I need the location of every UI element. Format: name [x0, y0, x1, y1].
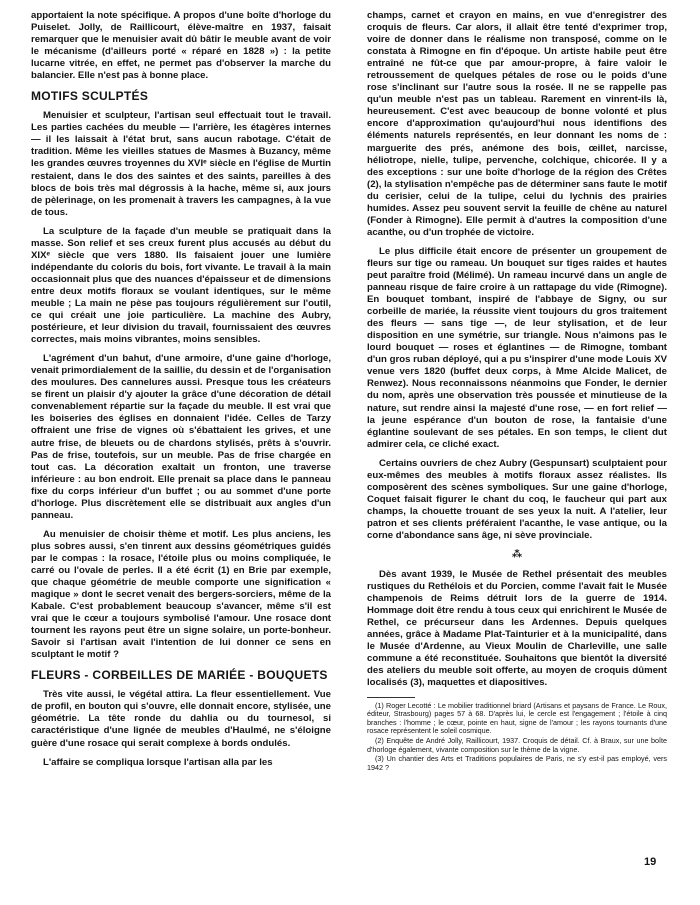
right-column [367, 10, 667, 773]
paragraph: La sculpture de la façade d'un meuble se pratiquait dans la masse. Son relief et ses creux furent plus accusés au début du XIXᵉ siècle que vers 1880. Ils faisaient jouer une lumière indépendante du coloris du bois, fort vivante. Le travail à la main occasionnait plus que des nuances d'épaisseur et de dimensions entre deux motifs floraux se voulant identiques, sur le même meuble ; La main ne pèse pas toujours régulièrement sur l'outil, ce qui créait une joie particulière. La machine des Aubry, postérieure, et leur division du travail, fournissaient des œuvres correctes, mais moins vibrantes, moins sensibles. [31, 225, 331, 346]
section-divider-ornament: ⁂ [511, 549, 523, 561]
footnote: (2) Enquête de André Jolly, Raillicourt, 1937. Croquis de détail. Cf. à Braux, sur une boîte d'horloge également, vivante composition sur le thème de la vigne. [367, 735, 667, 754]
paragraph: Dès avant 1939, le Musée de Rethel présentait des meubles rustiques du Rethélois et du Porcien, comme l'avait fait le Musée champenois de Reims détruit lors de la guerre de 1914. Hommage doit être rendu à tous ceux qui enrichirent le Musée de Rethel, ce précurseur dans les Ardennes. Depuis quelques années, grâce à Madame Plat-Tainturier et à la municipalité, dans le Musée d'Ardenne, au Vieux Moulin de Charleville, une salle commune a été reconstituée. Souhaitons que bientôt la diversité des ateliers du meuble soit offerte, au moyen de croquis dûment localisés (3), maquettes et diapositives. [367, 569, 667, 689]
page-number: 19 [644, 856, 657, 868]
paragraph: Certains ouvriers de chez Aubry (Gespunsart) sculptaient pour eux-mêmes des meubles à motifs floraux assez réalistes. Ils composèrent des scènes symboliques. Sur une gaine d'horloge, Coquet faisait figurer le chant du coq, le faucheur qui part aux champs, la chouette trouant de ses yeux la nuit. A l'atelier, leur patron et ses clients préféraient l'acanthe, le vase antique, ou la corne d'abondance sans âge, ni sève provinciale. [367, 457, 667, 541]
paragraph: Menuisier et sculpteur, l'artisan seul effectuait tout le travail. Les parties cachées du meuble — l'arrière, les étagères internes — il les laissait à l'état brut, sans aucun rabotage. C'était de tradition. Même les vieilles statues de Masmes à Buzancy, même les grandes œuvres troyennes du XVIᵉ siècle en l'église de Murtin restaient, dans le dos des saintes et des saints, pareilles à des blocs de bois très mal dégrossis à la hache, même si, aux jours de pèlerinage, on les promenait à travers les campagnes, à la vue de tous. [31, 110, 331, 218]
paragraph: Très vite aussi, le végétal attira. La fleur essentiellement. Vue de profil, en bouton qui s'ouvre, elle donnait encore, stylisée, une géométrie. La tête ronde du dahlia ou du tournesol, si caractéristique d'une lignée de meubles d'Haulmé, ne s'éloigne guère d'une rosace qui serait complexe à bords ondulés. [31, 689, 331, 749]
page [31, 10, 671, 895]
section-heading-motifs-sculptes: MOTIFS SCULPTÉS [31, 89, 149, 104]
footnote-rule [367, 697, 415, 698]
left-column [31, 10, 331, 776]
paragraph: apportaient la note spécifique. A propos d'une boîte d'horloge du Puiselet. Jolly, de Raillicourt, élève-maître en 1937, faisait remarquer que le menuisier avait dû bâtir le meuble avant de voir le mécanisme (d'ailleurs porté « réparé en 1828 ») : la petite lucarne vitrée, en effet, ne permet pas d'observer la marche du balancier. Elle n'est pas à bonne place. [31, 10, 331, 82]
footnote: (1) Roger Lecotté : Le mobilier traditionnel briard (Artisans et paysans de France. Le Roux, éditeur, Strasbourg) pages 57 à 68. D'après lui, le cercle est l'engagement ; l'étoile à cinq branches : l'homme ; le cœur, pointe en haut, signe de l'amour ; les rayons tournants d'une rosace représentent le soleil cosmique. [367, 700, 667, 736]
paragraph: Le plus difficile était encore de présenter un groupement de fleurs sur tige ou rameau. Un bouquet sur tiges raides et hautes peut paraître froid (Mélimé). Un rameau incurvé dans un angle de panneau risque de faire croire à un rattapage du vide (Rimogne). En bouquet tombant, inspiré de l'abbaye de Signy, ou sur corbeille de mariée, la réussite vient toujours du gros traitement des fleurs — sans tige —, de leur stylisation, et de leur disposition en une symétrie, sur triangle. Nous n'aimons pas le lourd bouquet — roses et églantines — de Rimogne, tombant d'un gros ruban déployé, qui a pu s'inspirer d'une mode Louis XV venue vers 1820 (buffet deux corps, à Mme Alcide Malicet, de Renwez). Nous reconnaissons néanmoins que Fonder, le dernier du nom, après une observation très poussée et minutieuse de la nature, sut rendre ainsi la majesté d'une rose, — en fort relief — la jeune espérance d'un bouton de rose, la fantaisie d'une églantine soulevant de ses pétales. En son temps, le client dut admirer cela, ce cliché exact. [367, 245, 667, 450]
footnote: (3) Un chantier des Arts et Traditions populaires de Paris, ne s'y est-il pas employé, vers 1942 ? [367, 754, 667, 772]
paragraph: L'agrément d'un bahut, d'une armoire, d'une gaine d'horloge, venait primordialement de la saillie, du dessin et de l'organisation des moulures. Des cannelures aussi. Presque tous les créateurs se firent un plaisir d'y ajouter la grâce d'une décoration de détail convenablement répartie sur la façade du meuble. Il est vrai que les boiseries des églises en donnaient l'idée. Celles de Tarzy offraient une frise de vignes où s'ébattaient les grives, et une autre frise, de bleuets ou de chardons stylisés, prêts à s'ouvrir. Pas de frise, toutefois, sur un meuble. Pas de frise chargée en tout cas. La décoration exaltait un fronton, une traverse inférieure : au bon endroit. Elle prenait sa place dans le panneau fixe du corps inférieur d'un buffet ; ou au sommet d'une porte d'horloge. Plus discrètement elle se distribuait aux angles d'un panneau. [31, 353, 331, 521]
paragraph: Au menuisier de choisir thème et motif. Les plus anciens, les plus sobres aussi, s'en tinrent aux dessins géométriques guidés par le compas : la rosace, l'étoile plus ou moins compliquée, le carré ou l'ovale de perles. Il a été écrit (1) en Brie par exemple, que chaque géométrie de meuble comporte une signification « magique » dont le secret venait des bergers-sorciers, même de la Kabale. C'est probablement beaucoup s'avancer, même s'il est vrai que le cœur a toujours symbolisé l'amour. Une rosace dont tournent les rayons peut être un signe solaire, un porte-bonheur. Savoir si l'artisan avait l'intention de lui donner ce sens en sculptant le motif ? [31, 528, 331, 661]
footnotes [367, 702, 667, 773]
section-heading-fleurs: FLEURS - CORBEILLES DE MARIÉE - BOUQUETS [31, 668, 328, 683]
paragraph: L'affaire se compliqua lorsque l'artisan alla par les [43, 756, 273, 768]
paragraph: champs, carnet et crayon en mains, en vue d'enregistrer des croquis de fleurs. Car alors, il allait être tenté d'exprimer trop, voire de donner dans le réalisme non transposé, comme on le constata à Rimogne en fin d'époque. Un artiste habile peut être entraîné ne fût-ce que par amour-propre, à faire valoir le retroussement de quelques pétales de rose ou le poids d'une rose s'inclinant sur l'autre sous la rosée. Il ne se rappelle pas qu'un meuble n'est pas un tableau. Rarement en vinrent-ils là, heureusement. C'est avec beaucoup de bonne volonté et plus encore d'approximation qu'aujourd'hui nous identifions des éléments naturels représentés, en leur donnant les noms de : marguerite des prés, anémone des bois, œillet, narcisse, héliotrope, nielle, tulipe, pervenche, colchique, chicorée. Il y a des exceptions : sur une boîte d'horloge de la région des Crêtes (2), la stylisation n'empêche pas de déterminer sans faute le motif du cerisier, celui de la tulipe, celui du lychnis des prairies humides. Assez peu souvent servit la feuille de chêne au naturel (Fonder à Rimogne). Elle permit à d'autres la composition d'une acanthe, ou d'un trophée de victoire. [367, 10, 667, 238]
